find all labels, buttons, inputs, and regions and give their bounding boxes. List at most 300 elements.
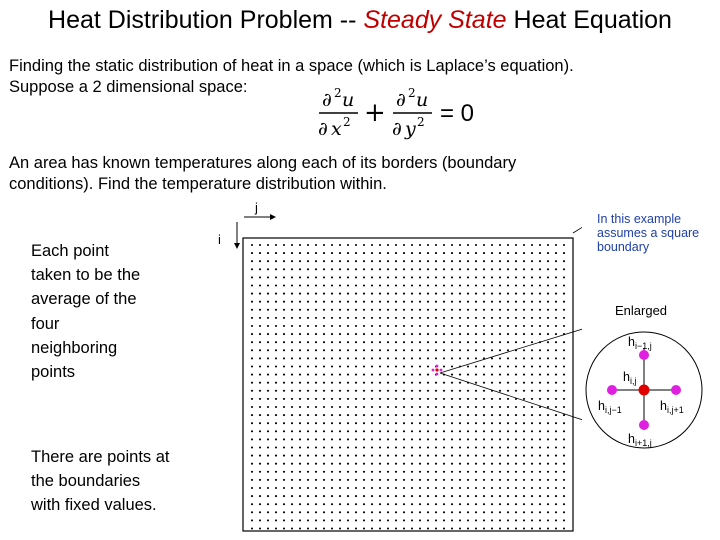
grid-point [259,446,261,448]
grid-point [259,519,261,521]
grid-point [491,503,493,505]
grid-point [459,244,461,246]
grid-point [395,438,397,440]
grid-point [251,519,253,521]
grid-point [283,422,285,424]
grid-point [475,471,477,473]
grid-point [563,503,565,505]
grid-point [411,390,413,392]
grid-point [459,471,461,473]
label-bottom: $h_{i+1,j}$ [628,432,652,448]
grid-point [451,317,453,319]
grid-point [459,406,461,408]
grid-point [275,422,277,424]
area-line-1: An area has known temperatures along each of its borders (boundary [9,154,517,172]
grid-point [435,495,437,497]
grid-point [331,503,333,505]
grid-point [387,422,389,424]
grid-point [267,349,269,351]
grid-point [459,301,461,303]
grid-point [507,390,509,392]
grid-point [419,463,421,465]
grid-point [315,244,317,246]
grid-point [483,284,485,286]
grid-point [555,455,557,457]
grid-point [355,455,357,457]
grid-point [387,503,389,505]
grid-point [547,365,549,367]
grid-point [347,309,349,311]
grid-point [531,398,533,400]
grid-point [267,260,269,262]
grid-point [531,374,533,376]
grid-point [555,414,557,416]
grid-point [411,268,413,270]
grid-point [331,471,333,473]
area-line-2: conditions). Find the temperature distribution within. [9,175,387,193]
grid-point [283,414,285,416]
average-caption [31,239,181,384]
grid-point [563,244,565,246]
grid-point [507,503,509,505]
grid-point [507,487,509,489]
grid-point [259,495,261,497]
grid-point [403,333,405,335]
grid-point [347,365,349,367]
grid-point [283,301,285,303]
grid-point [283,438,285,440]
grid-point [411,252,413,254]
grid-point [299,414,301,416]
grid-point [331,463,333,465]
grid-point [339,430,341,432]
grid-point [491,406,493,408]
grid-point [259,471,261,473]
grid-point [331,365,333,367]
grid-point [443,293,445,295]
grid-point [283,293,285,295]
grid-point [427,446,429,448]
grid-point [371,293,373,295]
grid-point [291,325,293,327]
grid-point [371,398,373,400]
grid-point [539,293,541,295]
grid-point [507,341,509,343]
grid-point [267,398,269,400]
grid-point [419,317,421,319]
grid-point [403,503,405,505]
grid-point [507,430,509,432]
grid-point [459,479,461,481]
grid-point [403,479,405,481]
grid-point [275,463,277,465]
grid-point [443,527,445,529]
grid-point [395,341,397,343]
grid-point [363,438,365,440]
grid-point [515,406,517,408]
grid-point [283,527,285,529]
grid-point [355,406,357,408]
grid-point [419,495,421,497]
grid-point [307,438,309,440]
grid-point [315,503,317,505]
grid-point [395,398,397,400]
grid-point [419,446,421,448]
square-boundary-note [597,212,717,254]
boundary-line: There are points at [31,448,170,466]
grid-point [475,333,477,335]
grid-point [371,463,373,465]
grid-point [339,260,341,262]
grid-point [347,519,349,521]
grid-point [435,527,437,529]
grid-point [339,276,341,278]
grid-point [379,325,381,327]
grid-point [419,365,421,367]
grid-point [427,430,429,432]
grid-point [531,309,533,311]
grid-point [531,284,533,286]
grid-point [307,495,309,497]
grid-point [483,503,485,505]
grid-point [371,276,373,278]
grid-point [291,495,293,497]
highlight-dot [436,365,439,368]
grid-point [523,487,525,489]
note-line: assumes a square [597,226,700,240]
grid-point [467,406,469,408]
grid-point [379,349,381,351]
grid-point [267,519,269,521]
grid-point [363,349,365,351]
grid-point [395,479,397,481]
grid-point [491,527,493,529]
grid-point [339,365,341,367]
grid-point [427,365,429,367]
grid-point [459,511,461,513]
grid-point [339,341,341,343]
grid-point [283,446,285,448]
grid-point [411,341,413,343]
grid-point [515,527,517,529]
grid-point [259,284,261,286]
grid-point [555,309,557,311]
grid-point [395,511,397,513]
grid-point [363,406,365,408]
grid-point [275,406,277,408]
grid-point [547,471,549,473]
grid-point [251,268,253,270]
grid-point [531,325,533,327]
grid-point [259,463,261,465]
grid-point [315,382,317,384]
grid-point [435,390,437,392]
grid-point [491,365,493,367]
grid-point [491,317,493,319]
grid-point [339,527,341,529]
grid-point [531,317,533,319]
eq-x: x [331,118,342,140]
grid-point [539,479,541,481]
grid-point [555,503,557,505]
grid-point [483,333,485,335]
grid-point [483,365,485,367]
grid-point [323,333,325,335]
grid-point [251,422,253,424]
grid-point [283,276,285,278]
grid-point [355,301,357,303]
grid-point [547,438,549,440]
grid-point [395,527,397,529]
grid-point [483,495,485,497]
grid-point [499,479,501,481]
grid-point [443,325,445,327]
grid-point [283,333,285,335]
grid-point [259,479,261,481]
grid-point [515,455,517,457]
grid-point [435,276,437,278]
grid-point [387,479,389,481]
grid-point [331,301,333,303]
grid-point [443,414,445,416]
grid-point [299,503,301,505]
grid-point [387,455,389,457]
grid-point [451,471,453,473]
grid-point [451,260,453,262]
average-line: average of the [31,290,137,309]
grid-point [555,422,557,424]
grid-point [323,365,325,367]
grid-point [411,301,413,303]
grid-point [499,414,501,416]
grid-point [443,341,445,343]
grid-point [299,284,301,286]
grid-point [339,325,341,327]
grid-point [307,325,309,327]
grid-point [379,471,381,473]
grid-point [291,463,293,465]
grid-point [419,382,421,384]
grid-point [523,317,525,319]
grid-point [411,471,413,473]
grid-point [355,268,357,270]
grid-point [315,414,317,416]
boundary-caption [31,445,211,518]
grid-point [563,519,565,521]
grid-point [483,479,485,481]
grid-point [347,430,349,432]
grid-point [531,463,533,465]
grid-point [371,446,373,448]
grid-point [443,284,445,286]
grid-point [299,293,301,295]
grid-point [427,309,429,311]
grid-point [355,438,357,440]
grid-point [251,455,253,457]
grid-point [499,390,501,392]
grid-point [451,406,453,408]
grid-point [547,268,549,270]
grid-point [539,260,541,262]
grid-point [275,244,277,246]
grid-point [275,430,277,432]
grid-point [507,268,509,270]
grid-point [483,382,485,384]
grid-point [427,284,429,286]
grid-point [475,341,477,343]
title-emphasis: Steady State [363,6,507,34]
grid-point [371,422,373,424]
grid-point [475,438,477,440]
grid-point [339,495,341,497]
grid-point [539,519,541,521]
grid-point [443,333,445,335]
grid-point [419,374,421,376]
grid-point [563,511,565,513]
grid-point [363,495,365,497]
grid-point [331,341,333,343]
grid-point [283,471,285,473]
grid-point [363,430,365,432]
grid-point [435,471,437,473]
grid-point [427,325,429,327]
grid-point [531,260,533,262]
grid-point [515,252,517,254]
grid-point [451,463,453,465]
grid-point [403,414,405,416]
grid-point [355,341,357,343]
grid-point [499,365,501,367]
grid-point [555,374,557,376]
grid-point [427,293,429,295]
grid-point [363,260,365,262]
grid-point [395,430,397,432]
grid-point [371,365,373,367]
grid-point [379,438,381,440]
highlight-dot [432,369,435,372]
grid-point [451,511,453,513]
enlarged-label: Enlarged [615,303,668,318]
center-point [639,385,650,396]
grid-point [475,414,477,416]
grid-point [251,495,253,497]
grid-point [451,309,453,311]
grid-point [387,527,389,529]
grid-point [267,487,269,489]
grid-point [355,252,357,254]
grid-point [555,487,557,489]
grid-point [299,365,301,367]
grid-point [379,284,381,286]
grid-point [467,374,469,376]
grid-point [291,252,293,254]
grid-point [427,463,429,465]
grid-point [307,317,309,319]
grid-point [459,349,461,351]
grid-point [307,479,309,481]
grid-point [411,260,413,262]
grid-point [291,276,293,278]
intro-line-2: Suppose a 2 dimensional space: [9,78,248,96]
grid-point [459,495,461,497]
grid-point [299,333,301,335]
grid-point [331,406,333,408]
grid-point [427,414,429,416]
grid-point [387,374,389,376]
grid-point [403,301,405,303]
grid-point [443,519,445,521]
grid-point [331,284,333,286]
grid-point [459,260,461,262]
grid-point [523,374,525,376]
grid-point [555,244,557,246]
grid-point [275,349,277,351]
grid-point [467,438,469,440]
grid-point [291,398,293,400]
grid-point [411,438,413,440]
grid-point [371,471,373,473]
grid-point [323,301,325,303]
grid-point [475,349,477,351]
grid-point [411,244,413,246]
grid-point [259,349,261,351]
grid-point [483,268,485,270]
grid-point [395,406,397,408]
grid-point [467,446,469,448]
grid-point [539,301,541,303]
grid-point [451,398,453,400]
grid-point [499,398,501,400]
grid-point [491,333,493,335]
grid-point [491,382,493,384]
grid-point [491,455,493,457]
grid-point [499,519,501,521]
grid-point [403,365,405,367]
grid-point [435,260,437,262]
grid-point [315,455,317,457]
grid-point [435,333,437,335]
grid-point [339,463,341,465]
grid-point [259,268,261,270]
grid-point [499,446,501,448]
grid-point [395,471,397,473]
grid-point [539,390,541,392]
grid-point [267,479,269,481]
grid-point [499,487,501,489]
grid-point [291,527,293,529]
grid-point [459,390,461,392]
grid-point [379,430,381,432]
grid-point [435,341,437,343]
grid-point [395,260,397,262]
grid-point [467,495,469,497]
grid-point [355,527,357,529]
grid-point [491,349,493,351]
grid-point [427,422,429,424]
grid-point [275,284,277,286]
grid-point [403,390,405,392]
grid-point [371,325,373,327]
grid-point [275,446,277,448]
grid-point [403,430,405,432]
grid-point [251,325,253,327]
grid-point [483,349,485,351]
grid-point [355,390,357,392]
grid-point [523,398,525,400]
grid-point [483,325,485,327]
grid-point [555,430,557,432]
grid-point [507,374,509,376]
